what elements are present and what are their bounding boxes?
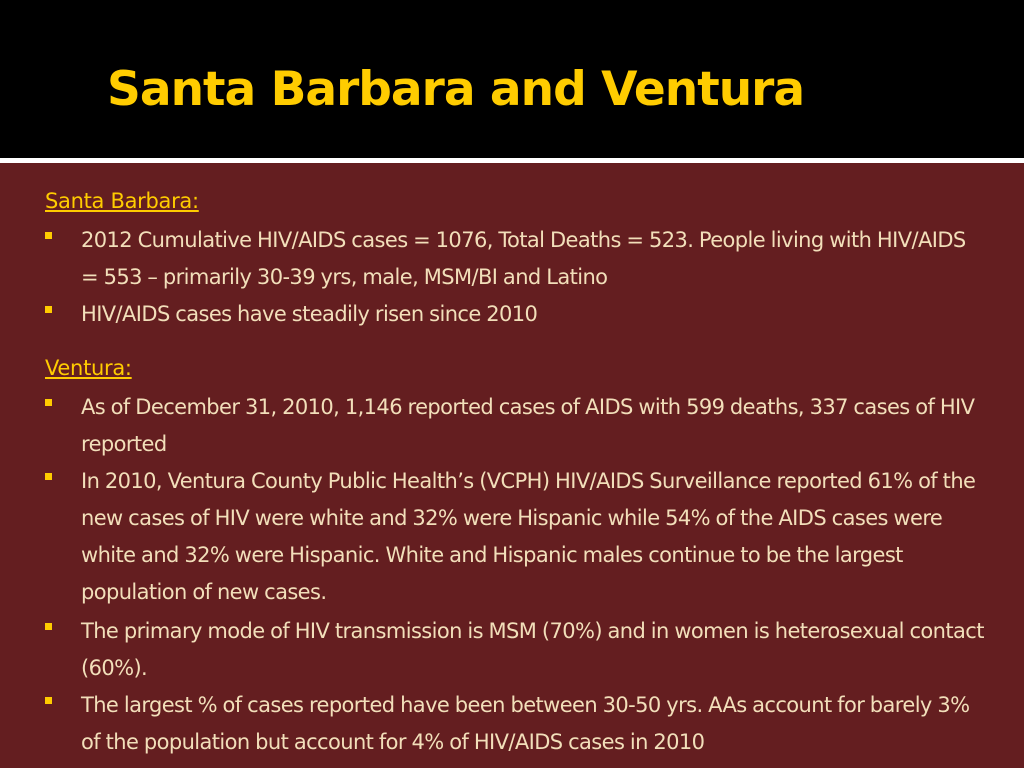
square-bullet-icon [45, 306, 52, 313]
bullet-text: The largest % of cases reported have been between 30-50 yrs. AAs account for barely 3% of the population but account for 4% of HIV/AIDS cases in 2010 [81, 693, 970, 754]
bullet-text: The primary mode of HIV transmission is MSM (70%) and in women is heterosexual contact (60%). [81, 619, 984, 680]
title-bar [0, 0, 1024, 158]
bullet-text: 2012 Cumulative HIV/AIDS cases = 1076, Total Deaths = 523. People living with HIV/AIDS = 553 – primarily 30-39 yrs, male, MSM/BI and Latino [81, 228, 966, 289]
section-heading-ventura: Ventura: [45, 356, 132, 380]
square-bullet-icon [45, 697, 52, 704]
square-bullet-icon [45, 399, 52, 406]
slide-title: Santa Barbara and Ventura [107, 62, 805, 117]
bullet-text: As of December 31, 2010, 1,146 reported cases of AIDS with 599 deaths, 337 cases of HIV reported [81, 395, 975, 456]
square-bullet-icon [45, 623, 52, 630]
square-bullet-icon [45, 232, 52, 239]
content-area [0, 163, 1024, 768]
section-heading-santa-barbara: Santa Barbara: [45, 189, 199, 213]
bullet-text: In 2010, Ventura County Public Health’s (VCPH) HIV/AIDS Surveillance reported 61% of the new cases of HIV were white and 32% were Hispanic while 54% of the AIDS cases were white and 32% were Hispanic. White and Hispanic males continue to be the largest population of new cases. [81, 469, 976, 604]
square-bullet-icon [45, 473, 52, 480]
bullet-text: HIV/AIDS cases have steadily risen since 2010 [81, 302, 538, 326]
